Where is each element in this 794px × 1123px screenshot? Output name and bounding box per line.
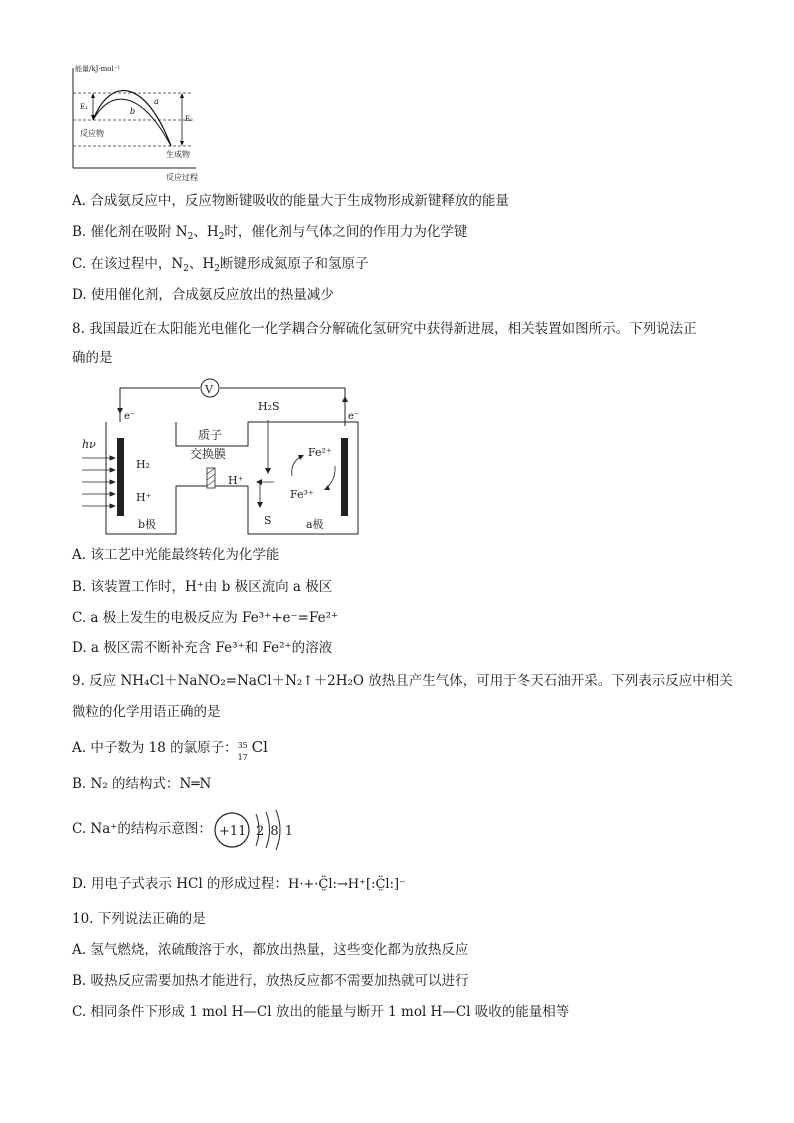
left-electron-arrow bbox=[117, 408, 123, 414]
voltmeter-label: V bbox=[205, 383, 213, 396]
h2-label: H₂ bbox=[136, 458, 151, 471]
q7-b-pre: B. 催化剂在吸附 N bbox=[72, 224, 188, 240]
electrochemical-cell-diagram bbox=[80, 376, 370, 538]
q10-stem: 10. 下列说法正确的是 bbox=[72, 911, 206, 927]
q9-a-pre: A. 中子数为 18 的氯原子： bbox=[72, 740, 238, 756]
q7-c-sub2: 2 bbox=[214, 264, 220, 274]
y-axis-label: 能量/kJ·mol⁻¹ bbox=[75, 65, 121, 73]
nuclide-notation bbox=[237, 740, 252, 762]
light-label: hν bbox=[82, 438, 96, 451]
q7-b-sub2: 2 bbox=[218, 232, 225, 242]
fe-cycle-arrow-right bbox=[326, 466, 335, 488]
hcl-electron-formula: H·+·C̤̈l:→H⁺[:C̤̈l:]⁻ bbox=[287, 877, 406, 892]
q9-stem-line2: 微粒的化学用语正确的是 bbox=[72, 704, 221, 720]
h-plus-right-arrow-a bbox=[256, 479, 262, 485]
reactants-label: 反应物 bbox=[80, 129, 104, 138]
q7-c-mid: 、H bbox=[188, 256, 215, 272]
nucleus-charge: +11 bbox=[219, 824, 247, 839]
q7-b-post: 时，催化剂与气体之间的作用力为化学键 bbox=[224, 224, 468, 240]
q8-option-a: A. 该工艺中光能最终转化为化学能 bbox=[72, 547, 280, 563]
membrane-label-line1: 质子 bbox=[198, 428, 223, 442]
curve-a-label: a bbox=[154, 97, 159, 106]
fe3-label: Fe³⁺ bbox=[290, 488, 314, 501]
light-arrows bbox=[82, 456, 115, 508]
q10-option-b: B. 吸热反应需要加热才能进行，放热反应都不需要加热就可以进行 bbox=[72, 973, 469, 989]
q7-option-a: A. 合成氨反应中，反应物断键吸收的能量大于生成物形成新键释放的能量 bbox=[72, 193, 509, 209]
atomic-number: 17 bbox=[237, 752, 248, 762]
q8-option-d: D. a 极区需不断补充含 Fe³⁺和 Fe²⁺的溶液 bbox=[72, 640, 333, 656]
e1-label: E₁ bbox=[80, 103, 88, 111]
electron-left-label: e⁻ bbox=[124, 411, 136, 422]
q7-b-sub1: 2 bbox=[187, 232, 194, 242]
right-electron-arrow bbox=[342, 396, 348, 402]
e2-label: E₂ bbox=[185, 115, 193, 123]
h-plus-right-arrow-b bbox=[257, 502, 263, 508]
energy-diagram bbox=[66, 60, 206, 185]
q7-option-d: D. 使用催化剂，合成氨反应放出的热量减少 bbox=[72, 287, 334, 303]
q9-d-pre: D. 用电子式表示 HCl 的形成过程： bbox=[72, 876, 288, 892]
q7-option-c bbox=[72, 255, 369, 278]
q8-stem-line2: 确的是 bbox=[72, 350, 113, 366]
electron-shells: 2 8 1 bbox=[256, 824, 295, 839]
h2s-arrow-head bbox=[265, 468, 271, 474]
q8-stem-line1: 8. 我国最近在太阳能光电催化一化学耦合分解硫化氢研究中获得新进展，相关装置如图所示。下列说法正 bbox=[72, 321, 697, 337]
h2s-label: H₂S bbox=[258, 400, 280, 413]
b-electrode bbox=[117, 438, 124, 516]
h-plus-right-label: H⁺ bbox=[228, 474, 244, 487]
curve-b-label: b bbox=[130, 107, 136, 116]
products-label: 生成物 bbox=[166, 150, 190, 159]
e2-arrow-head-top bbox=[180, 93, 184, 98]
x-axis-label: 反应过程 bbox=[166, 173, 198, 182]
q9-c-pre: C. Na⁺的结构示意图： bbox=[72, 821, 212, 837]
b-electrode-label: b极 bbox=[138, 518, 157, 531]
membrane-label-line2: 交换膜 bbox=[190, 447, 227, 461]
a-electrode-label: a极 bbox=[306, 518, 324, 531]
electron-right-label: e⁻ bbox=[348, 411, 360, 422]
q7-c-sub1: 2 bbox=[183, 264, 189, 274]
fe2-label: Fe²⁺ bbox=[308, 446, 332, 459]
mass-number: 35 bbox=[237, 740, 248, 750]
q7-c-pre: C. 在该过程中，N bbox=[72, 256, 184, 272]
q7-b-mid: 、H bbox=[193, 224, 219, 240]
q9-option-d bbox=[72, 875, 406, 894]
q9-option-c bbox=[72, 820, 212, 838]
h-plus-right-path bbox=[260, 482, 274, 504]
q10-option-c: C. 相同条件下形成 1 mol H—Cl 放出的能量与断开 1 mol H—Cl 吸收的能量相等 bbox=[72, 1004, 570, 1020]
fe-cycle-arrow-right-head bbox=[324, 485, 330, 490]
sodium-ion-structure-diagram bbox=[212, 802, 304, 858]
a-electrode bbox=[341, 438, 348, 516]
q8-option-c: C. a 极上发生的电极反应为 Fe³⁺+e⁻=Fe²⁺ bbox=[72, 610, 339, 626]
s-label: S bbox=[264, 514, 272, 527]
curve-a bbox=[93, 91, 171, 146]
external-wire-right bbox=[220, 388, 345, 426]
q10-option-a: A. 氢气燃烧，浓硫酸溶于水，都放出热量，这些变化都为放热反应 bbox=[72, 942, 469, 958]
q9-stem-line1: 9. 反应 NH₄Cl＋NaNO₂=NaCl＋N₂↑＋2H₂O 放热且产生气体，可用于冬天石油开采。下列表示反应中相关 bbox=[72, 673, 733, 689]
e2-arrow-head-bottom bbox=[180, 141, 184, 146]
e1-arrow-head-top bbox=[91, 93, 95, 98]
q8-option-b: B. 该装置工作时，H⁺由 b 极区流向 a 极区 bbox=[72, 579, 333, 595]
q9-option-a bbox=[72, 738, 268, 762]
element-symbol: Cl bbox=[251, 738, 268, 756]
q7-c-post: 断键形成氮原子和氢原子 bbox=[220, 256, 369, 272]
q9-option-b: B. N₂ 的结构式：N═N bbox=[72, 776, 212, 792]
h-plus-left-label: H⁺ bbox=[136, 491, 152, 504]
q7-option-b bbox=[72, 223, 467, 246]
